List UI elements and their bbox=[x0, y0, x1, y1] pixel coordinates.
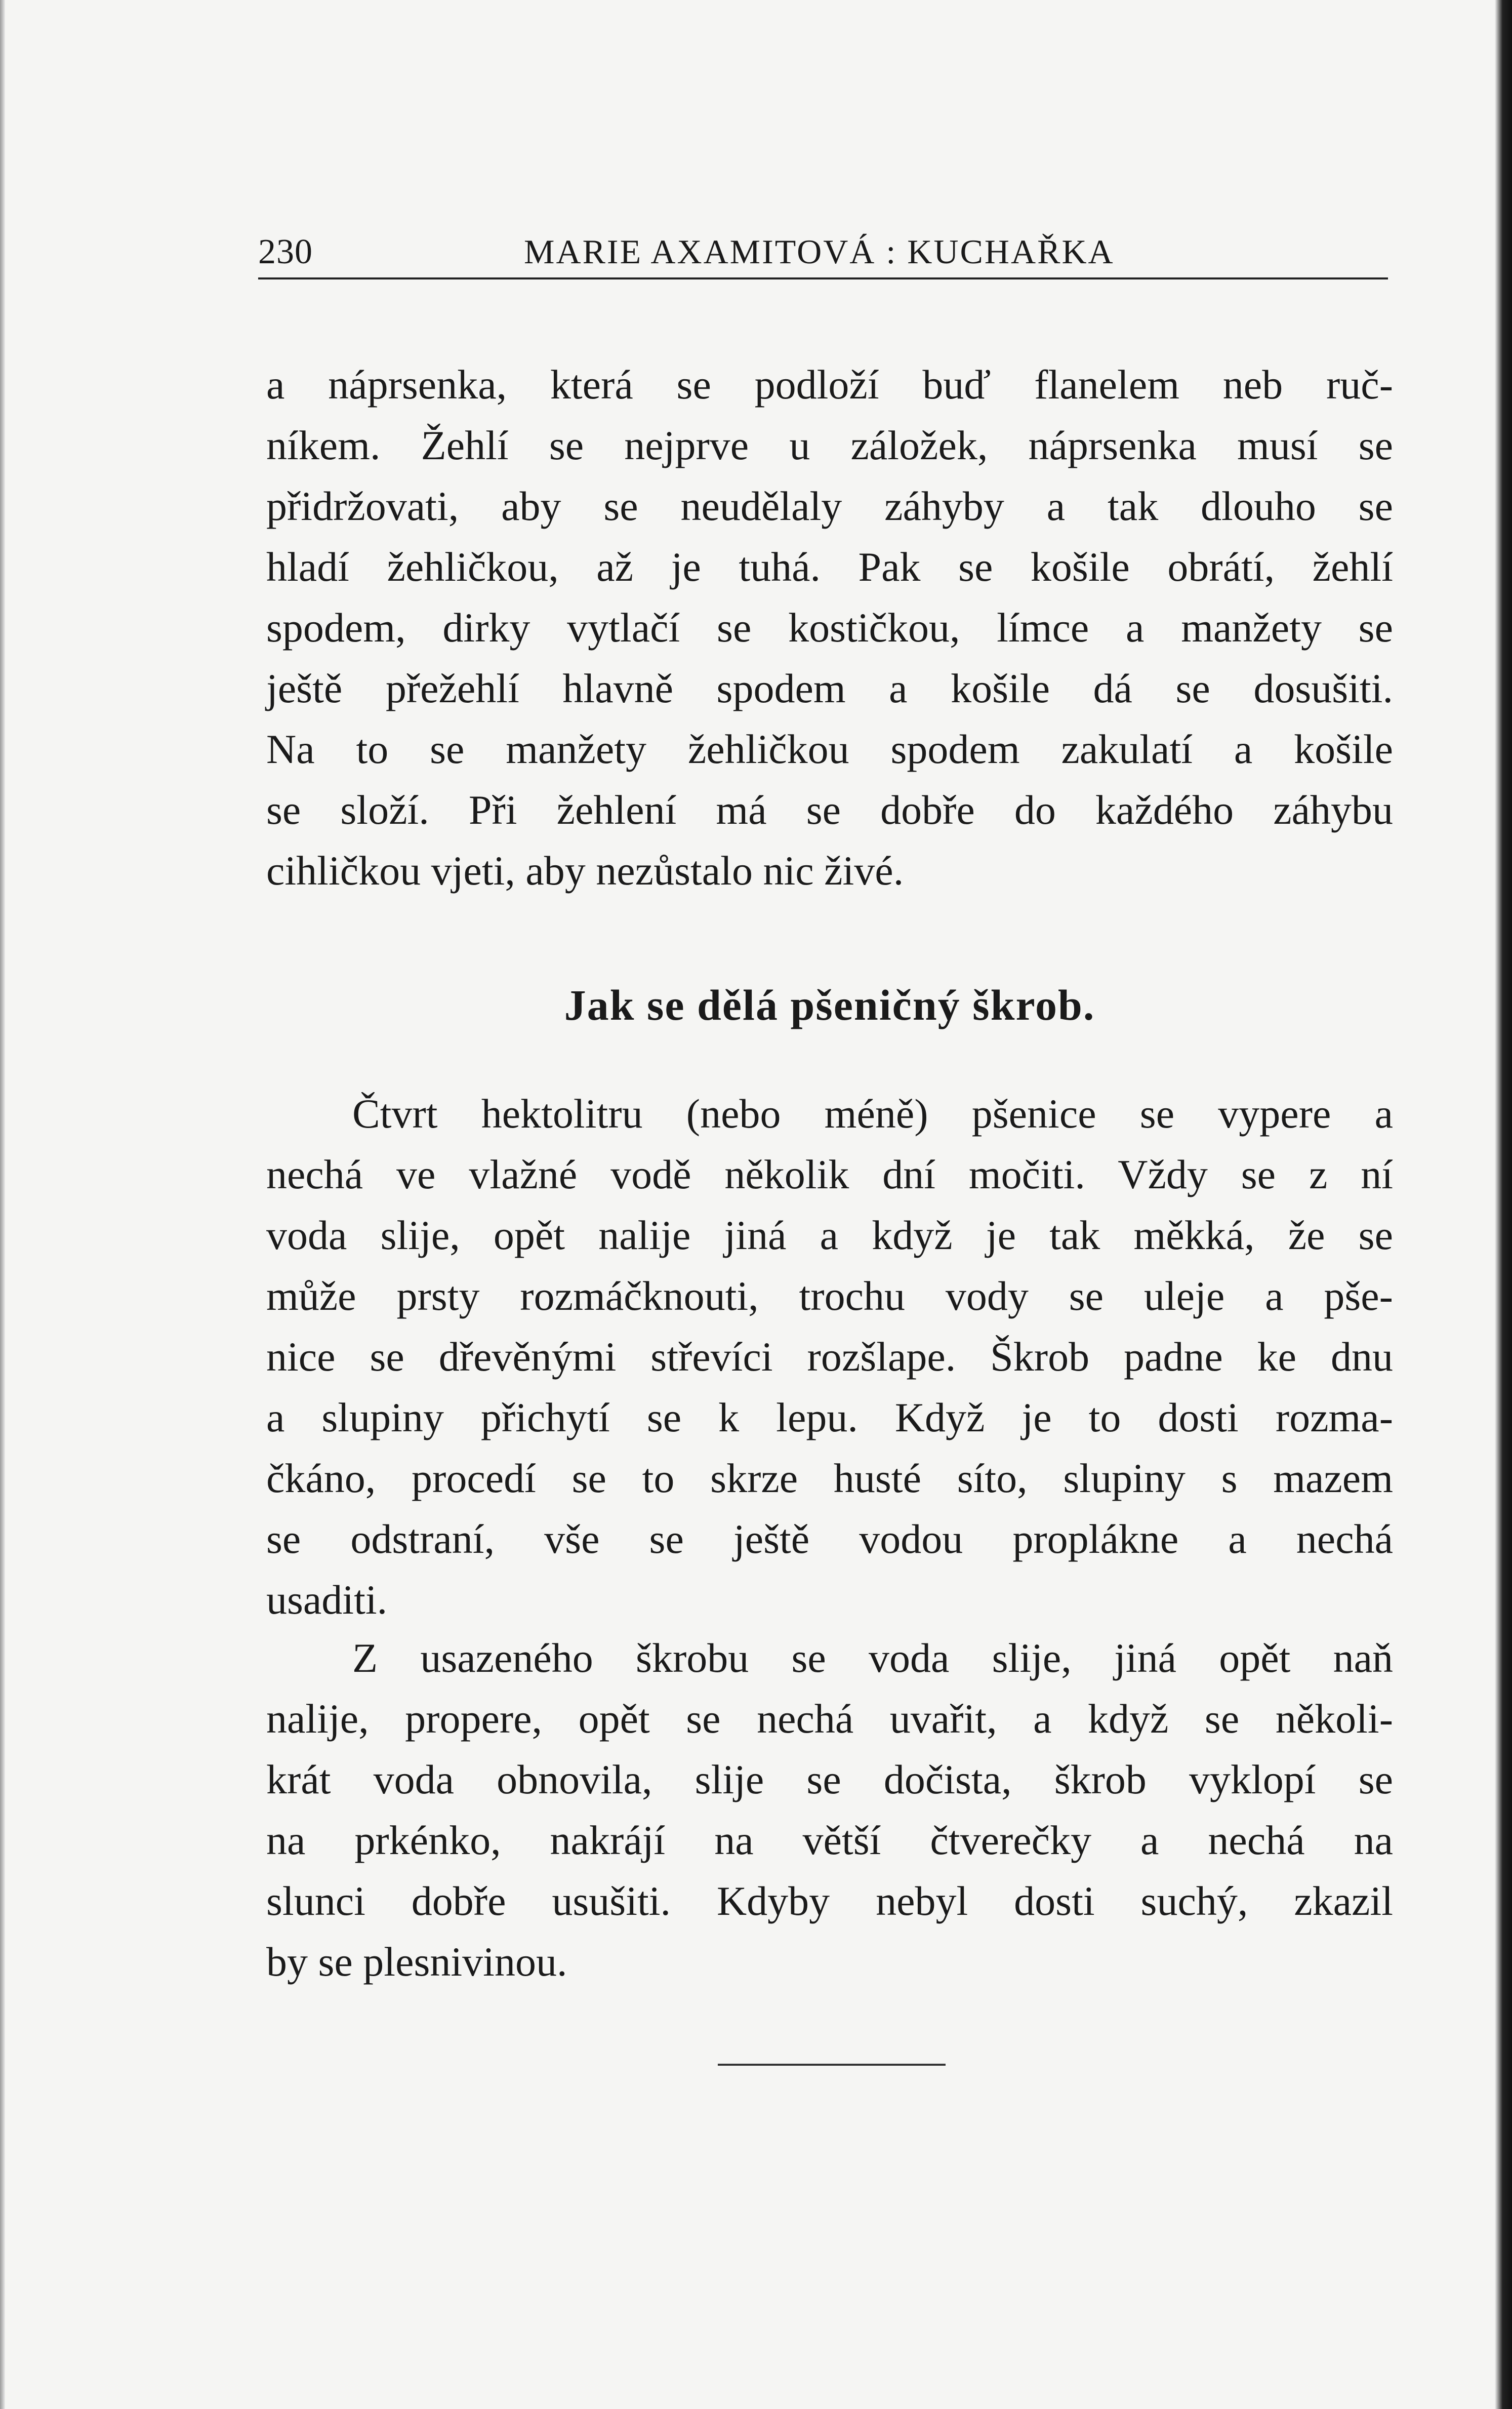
text-line: spodem, dirky vytlačí se kostičkou, límce a manžety se bbox=[266, 605, 1393, 651]
text-line: Čtvrt hektolitru (nebo méně) pšenice se vypere a bbox=[352, 1091, 1393, 1137]
text-line: se složí. Při žehlení má se dobře do každého záhybu bbox=[266, 787, 1393, 833]
paragraph-ironing bbox=[266, 354, 1393, 901]
paragraph-starch-preparation bbox=[266, 1083, 1393, 1630]
section-heading: Jak se dělá pšeničný škrob. bbox=[564, 981, 1095, 1029]
page-header bbox=[258, 227, 1387, 272]
text-line: krát voda obnovila, slije se dočista, škrob vyklopí se bbox=[266, 1756, 1393, 1802]
page-binding-edge bbox=[1495, 0, 1512, 2409]
text-line: nice se dřevěnými střevíci rozšlape. Škrob padne ke dnu bbox=[266, 1334, 1393, 1380]
text-line: na prkénko, nakrájí na větší čtverečky a nechá na bbox=[266, 1817, 1393, 1863]
text-line: voda slije, opět nalije jiná a když je tak měkká, že se bbox=[266, 1212, 1393, 1258]
text-line: ještě přežehlí hlavně spodem a košile dá se dosušiti. bbox=[266, 665, 1393, 711]
running-title: MARIE AXAMITOVÁ : KUCHAŘKA bbox=[524, 232, 1115, 271]
text-line: nechá ve vlažné vodě několik dní močiti. Vždy se z ní bbox=[266, 1151, 1393, 1197]
text-line: může prsty rozmáčknouti, trochu vody se uleje a pše- bbox=[266, 1273, 1393, 1319]
text-line: cihličkou vjeti, aby nezůstalo nic živé. bbox=[266, 848, 904, 894]
text-line: hladí žehličkou, až je tuhá. Pak se košile obrátí, žehlí bbox=[266, 544, 1393, 590]
page-number: 230 bbox=[258, 232, 313, 271]
paragraph-starch-drying bbox=[266, 1628, 1393, 1992]
text-line: níkem. Žehlí se nejprve u záložek, náprsenka musí se bbox=[266, 422, 1393, 468]
text-line: se odstraní, vše se ještě vodou propláknе a nechá bbox=[266, 1516, 1393, 1562]
text-line: a náprsenka, která se podloží buď flanelem neb ruč- bbox=[266, 362, 1393, 408]
page-left-edge bbox=[0, 0, 5, 2409]
text-line: a slupiny přichytí se k lepu. Když je to dosti rozma- bbox=[266, 1394, 1393, 1440]
text-line: slunci dobře usušiti. Kdyby nebyl dosti suchý, zkazil bbox=[266, 1878, 1393, 1924]
text-line: Z usazeného škrobu se voda slije, jiná opět naň bbox=[352, 1635, 1393, 1681]
text-line: nalije, propere, opět se nechá uvařit, a když se několi- bbox=[266, 1696, 1393, 1742]
text-line: přidržovati, aby se neudělaly záhyby a tak dlouho se bbox=[266, 483, 1393, 529]
text-line: usaditi. bbox=[266, 1577, 388, 1623]
text-line: čkáno, procedí se to skrze husté síto, slupiny s mazem bbox=[266, 1455, 1393, 1501]
header-divider bbox=[258, 277, 1388, 279]
closing-divider bbox=[718, 2064, 946, 2066]
text-line: Na to se manžety žehličkou spodem zakulatí a košile bbox=[266, 726, 1393, 772]
text-line: by se plesnivinou. bbox=[266, 1939, 567, 1985]
